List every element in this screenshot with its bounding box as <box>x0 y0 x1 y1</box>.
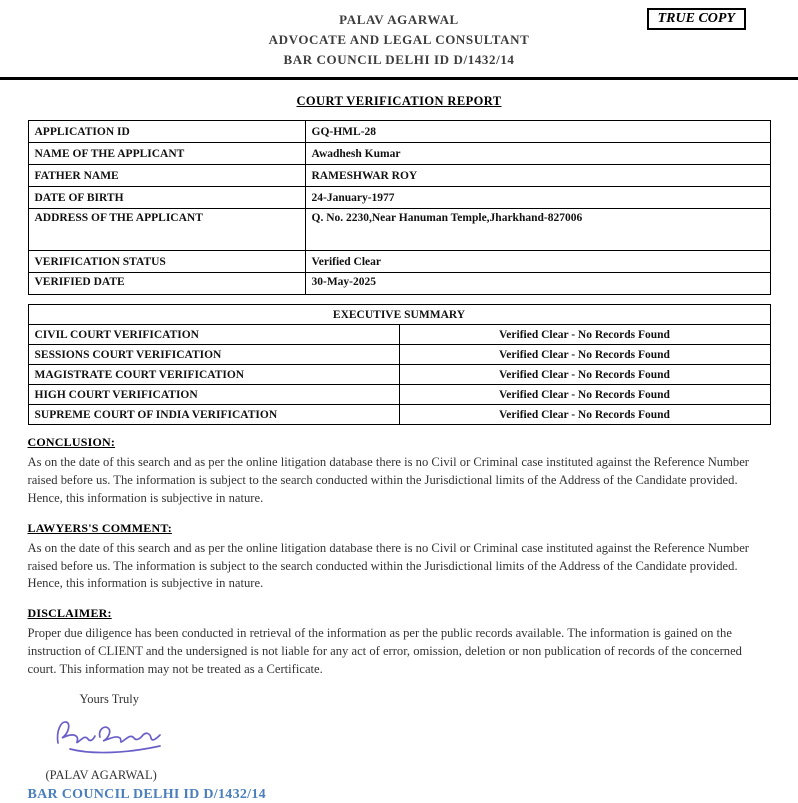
page-title: COURT VERIFICATION REPORT <box>296 94 502 108</box>
row-label: HIGH COURT VERIFICATION <box>28 385 399 405</box>
row-label: SESSIONS COURT VERIFICATION <box>28 345 399 365</box>
table-row <box>28 345 770 365</box>
true-copy-stamp: TRUE COPY <box>647 8 746 30</box>
row-label: NAME OF THE APPLICANT <box>28 143 305 165</box>
lawyers-comment-section <box>28 521 771 594</box>
text-sections <box>28 435 771 679</box>
summary-header: EXECUTIVE SUMMARY <box>28 305 770 325</box>
row-value: Verified Clear - No Records Found <box>399 345 770 365</box>
signatory-name: (PALAV AGARWAL) <box>45 767 157 782</box>
row-label: MAGISTRATE COURT VERIFICATION <box>28 365 399 385</box>
table-row <box>28 187 770 209</box>
table-row <box>28 273 770 295</box>
row-value: Verified Clear - No Records Found <box>399 365 770 385</box>
table-header-row <box>28 305 770 325</box>
row-label: APPLICATION ID <box>28 121 305 143</box>
row-value: 24-January-1977 <box>305 187 770 209</box>
row-value: Q. No. 2230,Near Hanuman Temple,Jharkhand-827006 <box>305 209 770 251</box>
table-row <box>28 325 770 345</box>
table-row <box>28 143 770 165</box>
advocate-name: PALAV AGARWAL <box>339 12 459 27</box>
table-row <box>28 165 770 187</box>
header-divider <box>0 77 798 80</box>
signature-block <box>28 692 771 803</box>
row-value: 30-May-2025 <box>305 273 770 295</box>
row-label: DATE OF BIRTH <box>28 187 305 209</box>
table-row <box>28 209 770 251</box>
section-body: Proper due diligence has been conducted in retrieval of the information as per the public records available. The information is gained on the instruction of CLIENT and the undersigned is not liable for any act of error, omission, deletion or non publication of records of the concerned court. This information may not be treated as a Certificate. <box>27 626 742 676</box>
table-row <box>28 121 770 143</box>
conclusion-section <box>28 435 771 508</box>
row-label: VERIFICATION STATUS <box>28 251 305 273</box>
row-label: FATHER NAME <box>28 165 305 187</box>
row-label: VERIFIED DATE <box>28 273 305 295</box>
table-row <box>28 385 770 405</box>
row-value: Verified Clear - No Records Found <box>399 405 770 425</box>
closing-text: Yours Truly <box>79 691 140 706</box>
table-row <box>28 365 770 385</box>
row-value: Verified Clear <box>305 251 770 273</box>
advocate-title: ADVOCATE AND LEGAL CONSULTANT <box>268 32 530 47</box>
section-heading: DISCLAIMER: <box>27 606 112 621</box>
signatory-bar-id: BAR COUNCIL DELHI ID D/1432/14 <box>27 786 266 802</box>
row-value: RAMESHWAR ROY <box>305 165 770 187</box>
row-value: Verified Clear - No Records Found <box>399 325 770 345</box>
row-label: CIVIL COURT VERIFICATION <box>28 325 399 345</box>
row-value: GQ-HML-28 <box>305 121 770 143</box>
section-body: As on the date of this search and as per the online litigation database there is no Civil or Criminal case instituted against the Reference Number raised before us. The information is subject to the search conducted within the Jurisdictional limits of the Address of the Candidate provided. Hence, this information is subjective in nature. <box>27 540 749 591</box>
executive-summary-table <box>28 304 771 425</box>
row-value: Verified Clear - No Records Found <box>399 385 770 405</box>
disclaimer-section <box>28 606 771 679</box>
applicant-info-table <box>28 120 771 295</box>
table-row <box>28 405 770 425</box>
signature-icon <box>48 713 178 759</box>
advocate-bar-id: BAR COUNCIL DELHI ID D/1432/14 <box>283 52 515 67</box>
section-body: As on the date of this search and as per the online litigation database there is no Civil or Criminal case instituted against the Reference Number raised before us. The information is subject to the search conducted within the Jurisdictional limits of the Address of the Candidate provided. Hence, this information is subjective in nature. <box>27 455 749 505</box>
table-row <box>28 251 770 273</box>
row-value: Awadhesh Kumar <box>305 143 770 165</box>
section-heading: LAWYERS'S COMMENT: <box>27 520 172 535</box>
row-label: SUPREME COURT OF INDIA VERIFICATION <box>28 405 399 425</box>
row-label: ADDRESS OF THE APPLICANT <box>28 209 305 251</box>
section-heading: CONCLUSION: <box>27 435 116 449</box>
handwritten-signature <box>48 713 771 764</box>
